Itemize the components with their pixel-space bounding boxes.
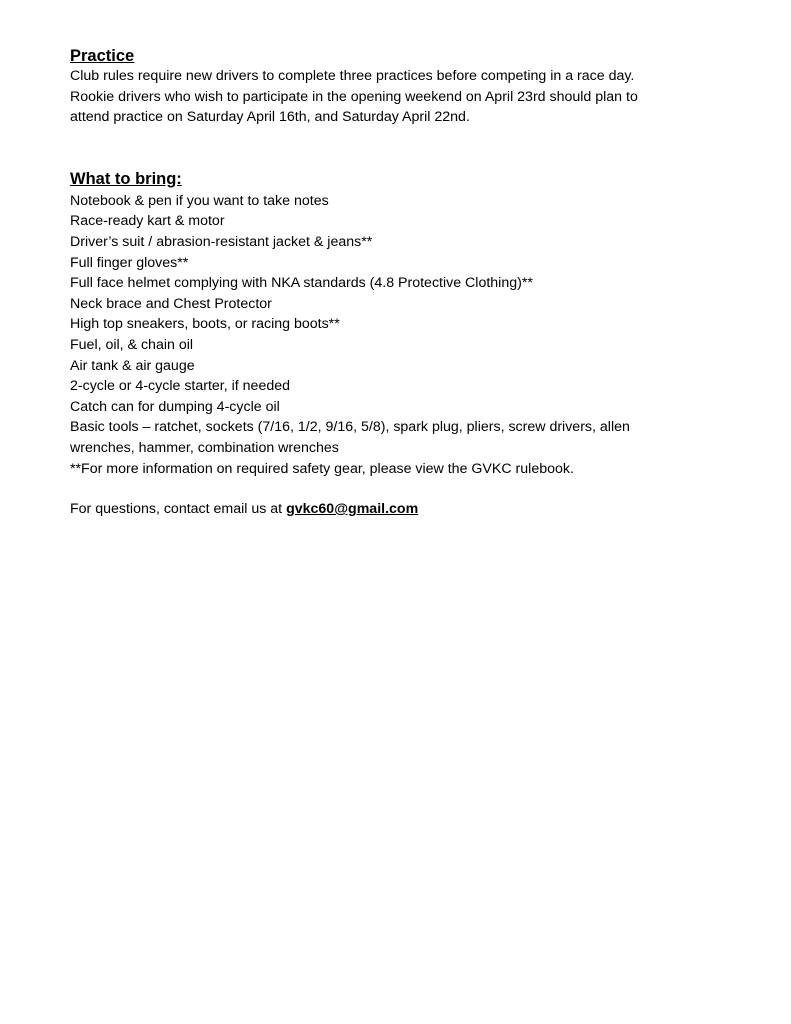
practice-heading: Practice: [70, 47, 135, 65]
practice-section: [70, 46, 750, 128]
list-item: Race-ready kart & motor: [70, 213, 225, 230]
practice-line: Rookie drivers who wish to participate in the opening weekend on April 23rd should plan to: [70, 88, 638, 105]
list-item: Air tank & air gauge: [70, 357, 195, 374]
list-item: Full finger gloves**: [70, 254, 189, 271]
list-item: Neck brace and Chest Protector: [70, 295, 272, 312]
what-to-bring-heading: What to bring:: [70, 169, 182, 188]
contact-email-link[interactable]: gvkc60@gmail.com: [286, 501, 419, 518]
bring-list: [70, 191, 750, 479]
contact-line: [70, 499, 750, 520]
practice-line: Club rules require new drivers to complete three practices before competing in a race day.: [70, 68, 635, 84]
list-item: Full face helmet complying with NKA standards (4.8 Protective Clothing)**: [70, 275, 533, 292]
list-item: 2-cycle or 4-cycle starter, if needed: [70, 378, 291, 395]
practice-line: attend practice on Saturday April 16th, and Saturday April 22nd.: [70, 109, 470, 126]
list-item: Catch can for dumping 4-cycle oil: [70, 398, 280, 415]
list-item: Basic tools – ratchet, sockets (7/16, 1/2, 9/16, 5/8), spark plug, pliers, screw drivers, allen: [70, 419, 630, 436]
list-item: Notebook & pen if you want to take notes: [70, 192, 329, 209]
contact-prefix: For questions, contact email us at: [70, 501, 287, 518]
list-item: Fuel, oil, & chain oil: [70, 336, 194, 353]
list-item: wrenches, hammer, combination wrenches: [70, 439, 339, 456]
list-item: High top sneakers, boots, or racing boots**: [70, 316, 340, 333]
document-page: [70, 46, 750, 534]
list-item: Driver’s suit / abrasion-resistant jacket & jeans**: [70, 233, 373, 250]
what-to-bring-section: [70, 169, 750, 479]
safety-gear-note: **For more information on required safety gear, please view the GVKC rulebook.: [70, 460, 574, 477]
